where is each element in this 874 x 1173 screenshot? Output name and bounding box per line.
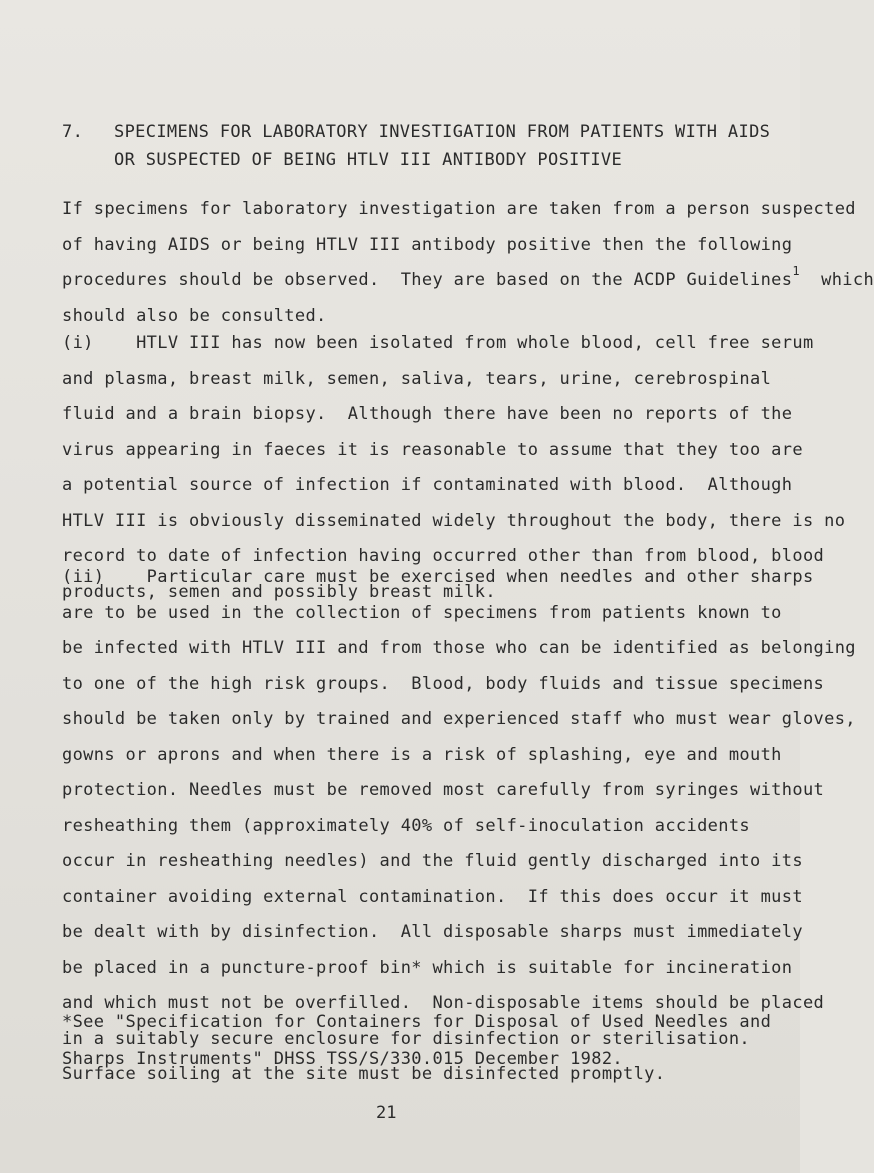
paragraph-line: record to date of infection having occurred other than from blood, blood	[62, 546, 825, 566]
paragraph-line: are to be used in the collection of specimens from patients known to	[62, 602, 782, 623]
intro-line-text: procedures should be observed. They are based on the ACDP Guidelines	[62, 270, 793, 290]
paragraph-line: (ii) Particular care must be exercised when needles and other sharps	[62, 567, 814, 587]
paragraph-line: protection. Needles must be removed most carefully from syringes without	[62, 780, 825, 800]
paragraph-line: to one of the high risk groups. Blood, body fluids and tissue specimens	[62, 673, 825, 694]
paragraph-line: and which must not be overfilled. Non-disposable items should be placed	[62, 993, 825, 1013]
intro-line: If specimens for laboratory investigation are taken from a person suspected	[62, 199, 856, 219]
paragraph-line: (i) HTLV III has now been isolated from whole blood, cell free serum	[62, 333, 814, 353]
intro-line-tail: which	[821, 270, 874, 290]
paragraph-line: be placed in a puncture-proof bin* which is suitable for incineration	[62, 957, 793, 978]
intro-line: should also be consulted.	[62, 305, 327, 326]
paragraph-line: a potential source of infection if contaminated with blood. Although	[62, 475, 793, 495]
paragraph-line: Surface soiling at the site must be disinfected promptly.	[62, 1064, 666, 1084]
heading-line-1	[62, 118, 771, 146]
paragraph-line: in a suitably secure enclosure for disinfection or sterilisation.	[62, 1028, 751, 1049]
section-number: 7.	[62, 122, 84, 142]
paragraph-line: be dealt with by disinfection. All disposable sharps must immediately	[62, 922, 803, 942]
footnote-line: Sharps Instruments" DHSS TSS/S/330.015 December 1982.	[62, 1049, 623, 1069]
page-number: 21	[376, 1103, 397, 1123]
paragraph-line: container avoiding external contamination. If this does occur it must	[62, 886, 803, 907]
paragraph-line: should be taken only by trained and experienced staff who must wear gloves,	[62, 709, 856, 729]
heading-line-2	[62, 146, 752, 174]
heading-text-2: OR SUSPECTED OF BEING HTLV III ANTIBODY POSITIVE	[114, 150, 623, 170]
paragraph-line: gowns or aprons and when there is a risk of splashing, eye and mouth	[62, 744, 782, 765]
paragraph-line: products, semen and possibly breast milk.	[62, 581, 496, 602]
heading-text-1: SPECIMENS FOR LABORATORY INVESTIGATION FROM PATIENTS WITH AIDS	[114, 122, 771, 142]
paragraph-line: virus appearing in faeces it is reasonable to assume that they too are	[62, 439, 803, 460]
paragraph-line: and plasma, breast milk, semen, saliva, tears, urine, cerebrospinal	[62, 368, 772, 389]
section-heading	[62, 118, 771, 174]
footnote-reference: 1	[792, 264, 800, 278]
paragraph-line: be infected with HTLV III and from those who can be identified as belonging	[62, 638, 856, 658]
paragraph-line: HTLV III is obviously disseminated widely throughout the body, there is no	[62, 510, 846, 531]
intro-paragraph	[62, 192, 874, 334]
footnote	[62, 1004, 772, 1078]
intro-line: of having AIDS or being HTLV III antibody positive then the following	[62, 234, 793, 255]
paragraph-line: fluid and a brain biopsy. Although there have been no reports of the	[62, 404, 793, 424]
paragraph-line: resheathing them (approximately 40% of self-inoculation accidents	[62, 815, 751, 836]
footnote-line: *See "Specification for Containers for Disposal of Used Needles and	[62, 1012, 772, 1032]
intro-line	[62, 263, 874, 299]
paragraph-line: occur in resheathing needles) and the fluid gently discharged into its	[62, 851, 803, 871]
